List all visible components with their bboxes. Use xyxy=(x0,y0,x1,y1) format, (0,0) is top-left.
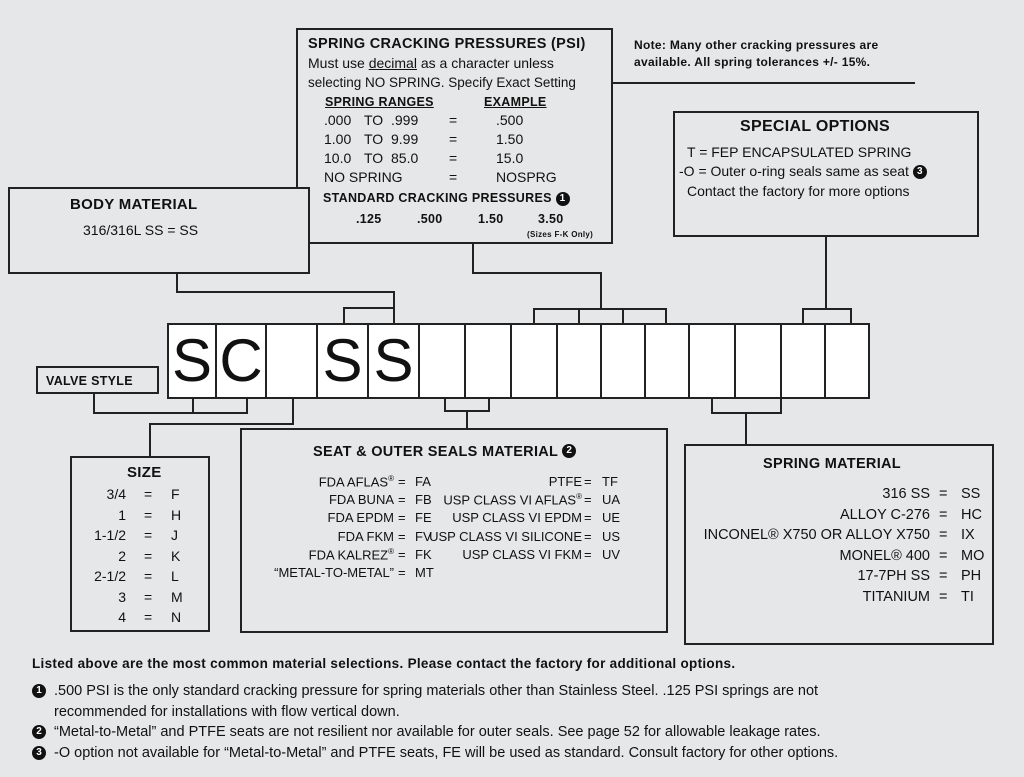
footnote-mark-2: 2 xyxy=(562,444,576,458)
range-row: 10.0 TO 85.0 = 15.0 xyxy=(324,150,524,166)
size-row xyxy=(72,609,208,630)
size-title: SIZE xyxy=(127,464,162,481)
size-table xyxy=(72,486,208,630)
cracking-instruction-1: Must use decimal as a character unless xyxy=(308,55,554,71)
size-row xyxy=(72,548,208,569)
seat-right-list xyxy=(429,474,634,565)
spring-material-title: SPRING MATERIAL xyxy=(763,456,901,472)
seat-material-row xyxy=(252,529,432,547)
footnote xyxy=(32,722,1017,743)
seat-title: SEAT & OUTER SEALS MATERIAL 2 xyxy=(313,444,576,460)
cracking-title: SPRING CRACKING PRESSURES (PSI) xyxy=(308,36,586,52)
size-equals: = xyxy=(144,506,153,523)
code-cell-10[interactable] xyxy=(600,323,646,399)
seat-code: MT xyxy=(415,564,434,580)
spring-code: SS xyxy=(961,486,981,502)
seat-equals: = xyxy=(398,474,406,489)
seat-material-row xyxy=(434,510,634,528)
code-cell-8[interactable] xyxy=(510,323,558,399)
spring-code: TI xyxy=(961,588,974,605)
size-code: K xyxy=(171,547,181,564)
seat-material-name: FDA BUNA xyxy=(328,492,394,508)
spring-material-row xyxy=(686,507,986,528)
seat-material-row xyxy=(252,547,432,565)
seat-material-box xyxy=(240,428,668,633)
spring-code: HC xyxy=(961,506,982,523)
body-material-value: 316/316L SS = SS xyxy=(83,222,199,238)
footnote-mark: 2 xyxy=(32,725,46,739)
seat-material-row xyxy=(434,492,634,510)
spring-code: MO xyxy=(961,547,985,564)
range-row: NO SPRING = NOSPRG xyxy=(324,169,557,185)
seat-material-row xyxy=(252,565,432,583)
seat-left-list xyxy=(252,474,432,583)
seat-code: FV xyxy=(415,528,432,544)
seat-material-name: USP CLASS VI AFLAS® xyxy=(443,492,582,508)
size-code: F xyxy=(171,486,180,502)
footer-common-materials: Listed above are the most common material selections. Please contact the factory for additional options. xyxy=(32,656,736,671)
code-cell-9[interactable] xyxy=(556,323,602,399)
footnote-mark-1: 1 xyxy=(556,192,570,206)
code-cell-12[interactable] xyxy=(688,323,736,399)
size-equals: = xyxy=(144,486,153,502)
range-row: .000 TO .999 = .500 xyxy=(324,112,524,128)
spring-material-list xyxy=(686,486,986,610)
seat-material-row xyxy=(252,492,432,510)
code-cell-1[interactable]: S xyxy=(167,323,217,399)
size-row xyxy=(72,527,208,548)
size-equals: = xyxy=(144,527,153,543)
seat-equals: = xyxy=(584,528,592,544)
standard-value: 3.50 xyxy=(538,212,564,226)
registered-mark: ® xyxy=(388,474,394,483)
spring-cracking-pressures-box xyxy=(296,28,613,244)
standard-value: .125 xyxy=(356,212,382,226)
seat-material-name: FDA AFLAS® xyxy=(318,474,394,490)
size-row xyxy=(72,507,208,528)
spring-material-row xyxy=(686,568,986,589)
footnote xyxy=(32,743,1017,764)
code-cell-14[interactable] xyxy=(780,323,826,399)
spring-material-name: ALLOY C-276 xyxy=(839,506,930,523)
seat-material-row xyxy=(252,474,432,492)
size-code: L xyxy=(171,568,179,584)
seat-material-name: “METAL-TO-METAL” xyxy=(274,564,394,580)
size-value: 1-1/2 xyxy=(94,527,126,543)
spring-material-name: 316 SS xyxy=(882,486,930,502)
footnote-text-continued: recommended for installations with flow vertical down. xyxy=(54,703,400,720)
spring-material-name: MONEL® 400 xyxy=(839,547,930,564)
size-value: 1 xyxy=(118,506,126,523)
code-cell-13[interactable] xyxy=(734,323,782,399)
size-equals: = xyxy=(144,588,153,605)
spring-material-row xyxy=(686,527,986,548)
size-row xyxy=(72,568,208,589)
code-cell-11[interactable] xyxy=(644,323,690,399)
footnote-mark-3: 3 xyxy=(913,165,927,179)
size-code: M xyxy=(171,588,183,605)
seat-material-name: USP CLASS VI SILICONE xyxy=(429,528,582,544)
size-value: 3 xyxy=(118,588,126,605)
seat-code: US xyxy=(602,528,621,544)
registered-mark: ® xyxy=(388,546,394,556)
size-value: 4 xyxy=(118,609,126,625)
spring-code: PH xyxy=(961,568,982,585)
seat-code: FE xyxy=(415,510,432,526)
size-value: 2 xyxy=(118,547,126,564)
spring-equals: = xyxy=(939,588,948,605)
footnote-text: “Metal-to-Metal” and PTFE seats are not resilient nor available for outer seals. See page 52 for allowable leakage rates. xyxy=(54,724,821,740)
size-row xyxy=(72,486,208,507)
size-code: H xyxy=(171,506,182,523)
size-code: N xyxy=(171,609,182,625)
col-example: EXAMPLE xyxy=(484,95,547,109)
size-row xyxy=(72,589,208,610)
spring-equals: = xyxy=(939,486,948,502)
code-cell-6[interactable] xyxy=(418,323,466,399)
standard-cracking-title: STANDARD CRACKING PRESSURES 1 xyxy=(323,191,570,206)
size-equals: = xyxy=(144,547,153,564)
seat-code: FB xyxy=(415,492,432,508)
code-cell-5[interactable]: S xyxy=(367,323,420,399)
spring-equals: = xyxy=(939,527,948,544)
seat-equals: = xyxy=(584,546,592,562)
seat-material-name: FDA FKM xyxy=(337,528,394,544)
seat-equals: = xyxy=(584,510,592,526)
seat-material-name: FDA EPDM xyxy=(327,510,394,526)
note-bracket-top xyxy=(611,82,915,84)
spring-material-row xyxy=(686,589,986,610)
seat-equals: = xyxy=(398,528,406,544)
code-cell-4[interactable]: S xyxy=(316,323,369,399)
body-material-title: BODY MATERIAL xyxy=(70,196,198,213)
seat-material-name: FDA KALREZ® xyxy=(308,546,394,563)
col-spring-ranges: SPRING RANGES xyxy=(325,95,434,109)
standard-value: 1.50 xyxy=(478,212,504,226)
seat-material-row xyxy=(252,510,432,528)
seat-code: TF xyxy=(602,474,618,489)
seat-material-row xyxy=(434,474,634,492)
spring-material-box xyxy=(684,444,994,645)
size-code: J xyxy=(171,527,178,543)
seat-material-row xyxy=(429,528,634,547)
size-equals: = xyxy=(144,568,153,584)
footnotes xyxy=(32,681,1017,763)
special-option-t: T = FEP ENCAPSULATED SPRING xyxy=(687,144,912,160)
note-line-1: Note: Many other cracking pressures are xyxy=(634,38,879,52)
footnote xyxy=(32,681,1017,722)
footnote-text: -O option not available for “Metal-to-Metal” and PTFE seats, FE will be used as standard. Consult factory for other options. xyxy=(54,744,839,761)
special-option-o: -O = Outer o-ring seals same as seat 3 xyxy=(679,163,927,179)
valve-style-label: VALVE STYLE xyxy=(36,366,159,394)
registered-mark: ® xyxy=(576,492,582,502)
seat-code: UV xyxy=(602,546,621,562)
seat-equals: = xyxy=(398,492,406,508)
size-box xyxy=(70,456,210,632)
spring-material-name: INCONEL® X750 OR ALLOY X750 xyxy=(703,527,930,544)
cracking-instruction-2: selecting NO SPRING. Specify Exact Setting xyxy=(308,75,576,90)
code-cell-2[interactable]: C xyxy=(215,323,267,399)
size-value: 2-1/2 xyxy=(94,568,126,584)
standard-note: (Sizes F-K Only) xyxy=(527,230,594,239)
seat-code: FK xyxy=(415,546,432,562)
seat-material-name: USP CLASS VI EPDM xyxy=(452,510,582,526)
note-line-2: available. All spring tolerances +/- 15%. xyxy=(634,55,871,69)
seat-equals: = xyxy=(398,564,406,580)
seat-equals: = xyxy=(584,492,592,508)
body-material-box xyxy=(8,187,310,274)
standard-value: .500 xyxy=(417,212,443,226)
spring-material-row xyxy=(686,548,986,569)
spring-material-row xyxy=(686,486,986,507)
seat-material-name: USP CLASS VI FKM xyxy=(462,546,582,562)
spring-equals: = xyxy=(939,506,948,523)
seat-material-row xyxy=(434,547,634,565)
spring-equals: = xyxy=(939,547,948,564)
spring-equals: = xyxy=(939,568,948,585)
special-option-contact: Contact the factory for more options xyxy=(687,183,910,199)
seat-equals: = xyxy=(584,474,592,489)
size-equals: = xyxy=(144,609,153,625)
code-cell-15[interactable] xyxy=(824,323,870,399)
special-options-title: SPECIAL OPTIONS xyxy=(740,118,891,135)
seat-code: UE xyxy=(602,510,621,526)
footnote-mark: 1 xyxy=(32,684,46,698)
spring-material-name: TITANIUM xyxy=(862,588,930,605)
size-value: 3/4 xyxy=(106,486,126,502)
code-cell-3[interactable] xyxy=(265,323,318,399)
spring-material-name: 17-7PH SS xyxy=(857,568,930,585)
footnote-mark: 3 xyxy=(32,746,46,760)
spring-code: IX xyxy=(961,527,975,544)
seat-equals: = xyxy=(398,510,406,526)
seat-code: UA xyxy=(602,492,621,508)
range-row: 1.00 TO 9.99 = 1.50 xyxy=(324,131,524,147)
special-options-box xyxy=(673,111,979,237)
seat-code: FA xyxy=(415,474,431,489)
code-cell-7[interactable] xyxy=(464,323,512,399)
seat-equals: = xyxy=(398,546,406,562)
seat-material-name: PTFE xyxy=(548,474,582,489)
footnote-text: .500 PSI is the only standard cracking pressure for spring materials other than Stainless Steel. .125 PSI springs are not xyxy=(54,683,819,699)
